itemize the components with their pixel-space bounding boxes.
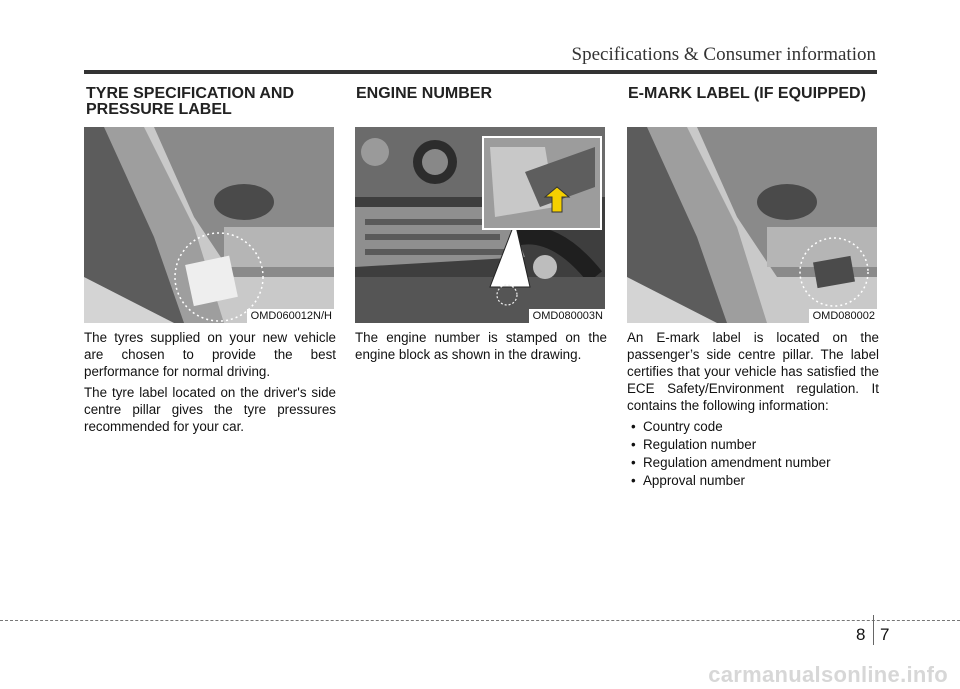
emark-label-photo [627,127,877,323]
paragraph: The tyre label located on the driver's side centre pillar gives the tyre pressures recommended for your car. [84,385,336,434]
paragraph: An E-mark label is located on the passenger’s side centre pillar. The label certifies that your vehicle has satisfied the ECE Safety/Environment regulation. It contains the following information: [627,330,879,413]
section-title-line: TYRE SPECIFICATION AND [86,85,295,102]
engine-body-text [355,329,607,367]
paragraph: The engine number is stamped on the engine block as shown in the drawing. [355,330,607,362]
section-title-engine [356,86,492,102]
figure-code: OMD060012N/H [247,309,334,323]
footer-rule [0,620,960,621]
header-rule [84,70,877,74]
tyre-label-photo [84,127,334,323]
section-title-line: E-MARK LABEL (IF EQUIPPED) [628,85,866,102]
list-item: • Country code [627,418,879,435]
tyre-body-text [84,329,336,439]
list-item: • Regulation amendment number [627,454,879,471]
engine-number-photo [355,127,605,323]
section-title-line: PRESSURE LABEL [86,101,232,118]
figure-code: OMD080002 [809,309,877,323]
watermark: carmanualsonline.info [708,662,948,687]
list-item: • Regulation number [627,436,879,453]
page-number-divider [873,615,874,645]
section-title-tyre [86,86,294,118]
emark-body-text [627,329,879,490]
page-number: 7 [880,625,890,644]
section-title-line: ENGINE NUMBER [356,85,493,102]
running-header: Specifications & Consumer information [571,44,876,65]
figure-code: OMD080003N [529,309,605,323]
list-item: • Approval number [627,472,879,489]
chapter-number: 8 [856,625,866,644]
paragraph: The tyres supplied on your new vehicle are chosen to provide the best performance for normal driving. [84,330,336,379]
section-title-emark [628,86,866,102]
emark-info-list [627,418,879,489]
